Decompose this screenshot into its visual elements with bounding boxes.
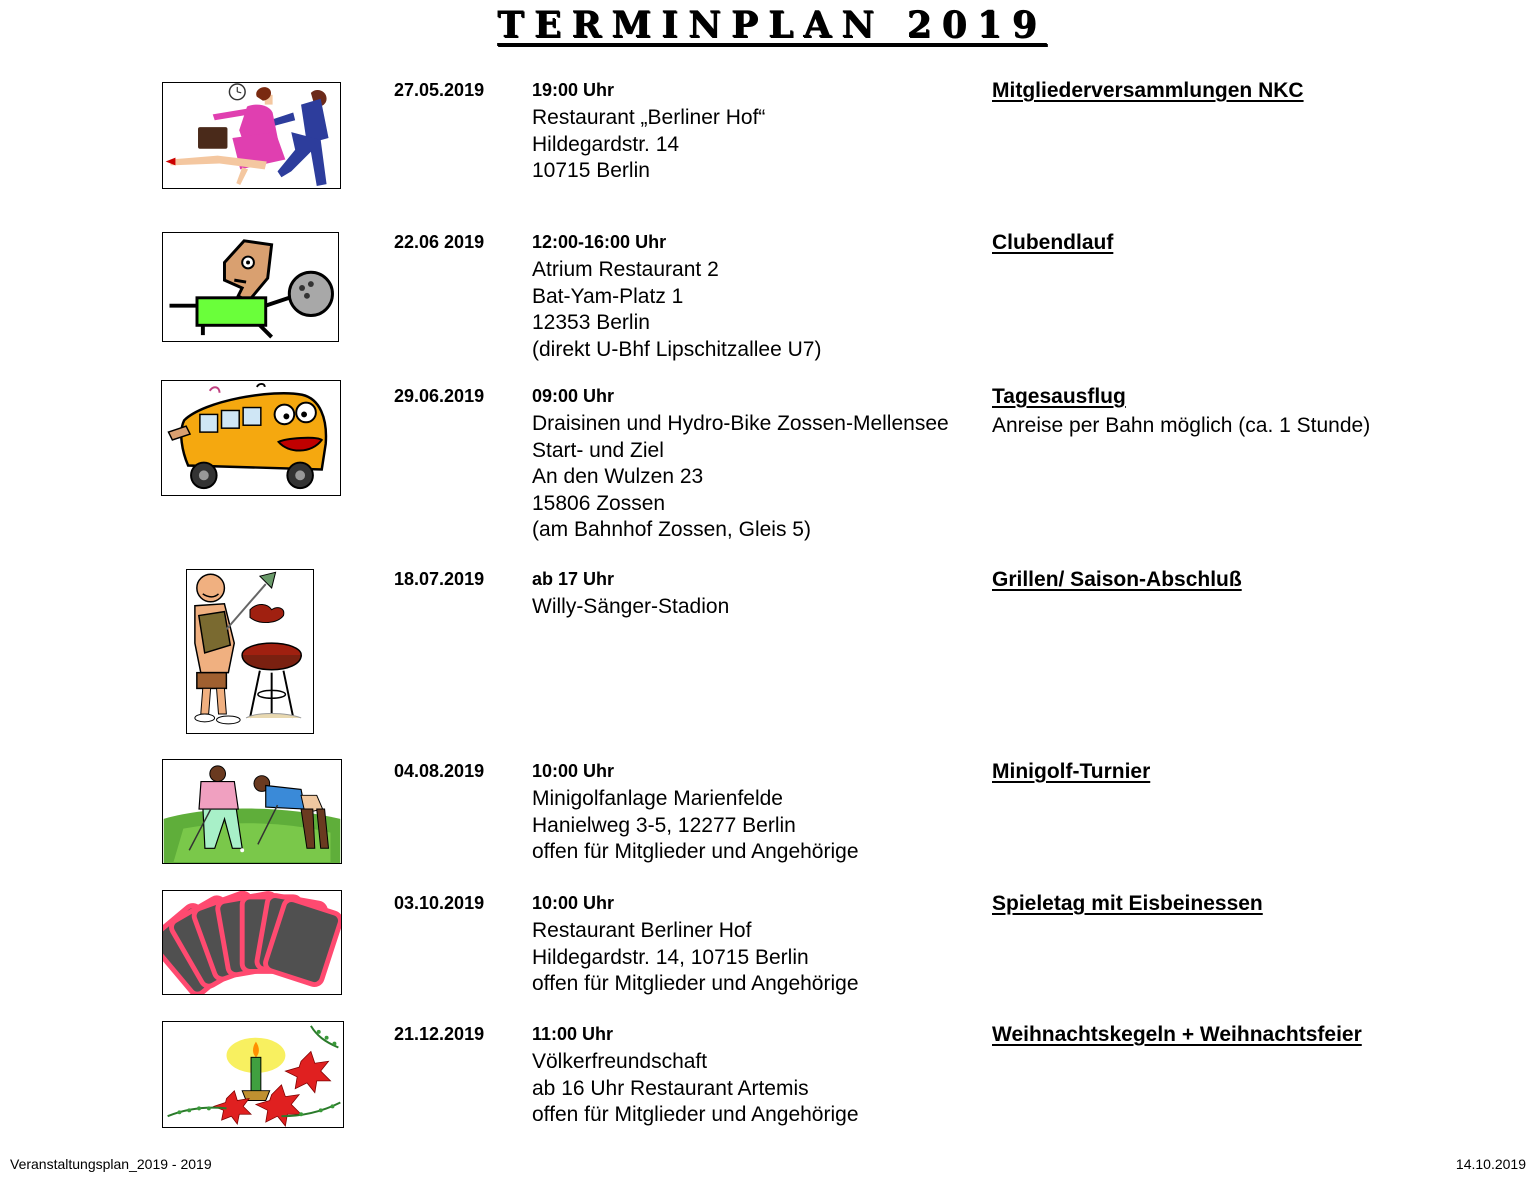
minigolf-players-clipart — [162, 759, 342, 864]
event-detail-line: offen für Mitglieder und Angehörige — [532, 840, 859, 863]
event-info — [992, 759, 1150, 786]
event-title: Weihnachtskegeln + Weihnachtsfeier — [992, 1023, 1362, 1046]
event-info — [992, 1022, 1362, 1049]
event-details — [532, 1024, 859, 1129]
event-detail-line: 10715 Berlin — [532, 159, 650, 182]
event-date: 18.07.2019 — [394, 569, 485, 589]
event-time: 10:00 Uhr — [532, 893, 615, 913]
event-detail-line: (direkt U-Bhf Lipschitzallee U7) — [532, 337, 822, 361]
playing-cards-fan-clipart — [162, 890, 342, 995]
event-date: 22.06 2019 — [394, 232, 485, 252]
event-details — [532, 80, 765, 185]
event-info — [992, 78, 1304, 105]
event-details — [532, 232, 821, 363]
page-title-text: TERMINPLAN 2019 — [497, 4, 1047, 46]
bowling-figure-clipart — [162, 232, 339, 342]
event-detail-line: Hildegardstr. 14, 10715 Berlin — [532, 945, 809, 969]
event-detail-line: Hildegardstr. 14 — [532, 132, 680, 156]
event-details — [532, 761, 859, 866]
event-date: 29.06.2019 — [394, 386, 485, 406]
event-detail-line: 15806 Zossen — [532, 491, 666, 515]
event-detail-line: Restaurant „Berliner Hof“ — [532, 106, 766, 129]
event-details — [532, 386, 949, 544]
event-info — [992, 230, 1113, 257]
event-title: Mitgliederversammlungen NKC — [992, 79, 1304, 102]
event-detail-line: (am Bahnhof Zossen, Gleis 5) — [532, 518, 811, 541]
event-detail-line: 12353 Berlin — [532, 311, 650, 334]
business-people-running-clipart — [162, 82, 341, 189]
event-date: 27.05.2019 — [394, 80, 485, 100]
page-title — [0, 4, 1536, 46]
event-title: Minigolf-Turnier — [992, 760, 1151, 783]
event-detail-line: Start- und Ziel — [532, 438, 664, 462]
event-time: 11:00 Uhr — [532, 1024, 614, 1044]
event-date: 03.10.2019 — [394, 893, 485, 913]
event-detail-line: Restaurant Berliner Hof — [532, 919, 752, 942]
event-detail-line: An den Wulzen 23 — [532, 465, 704, 488]
barbecue-man-clipart — [186, 569, 314, 734]
event-details — [532, 569, 729, 621]
event-detail-line: Völkerfreundschaft — [532, 1050, 708, 1073]
event-detail-line: Willy-Sänger-Stadion — [532, 595, 730, 618]
event-title: Grillen/ Saison-Abschluß — [992, 568, 1242, 591]
event-detail-line: Draisinen und Hydro-Bike Zossen-Mellensee — [532, 412, 949, 435]
event-detail-line: offen für Mitglieder und Angehörige — [532, 972, 859, 995]
event-details — [532, 893, 859, 998]
christmas-candle-poinsettia-clipart — [162, 1021, 344, 1128]
event-title: Tagesausflug — [992, 385, 1126, 408]
event-time: 10:00 Uhr — [532, 761, 615, 781]
event-detail-line: Hanielweg 3-5, 12277 Berlin — [532, 813, 796, 837]
event-detail-line: Bat-Yam-Platz 1 — [532, 284, 684, 308]
event-date: 21.12.2019 — [394, 1024, 485, 1044]
event-title: Spieletag mit Eisbeinessen — [992, 892, 1263, 915]
event-detail-line: ab 16 Uhr Restaurant Artemis — [532, 1076, 809, 1100]
event-time: 12:00-16:00 Uhr — [532, 232, 667, 252]
event-title: Clubendlauf — [992, 231, 1114, 254]
event-detail-line: Minigolfanlage Marienfelde — [532, 787, 783, 810]
event-info — [992, 567, 1242, 594]
footer-date: 14.10.2019 — [1455, 1156, 1526, 1172]
event-time: ab 17 Uhr — [532, 569, 615, 589]
event-info — [992, 891, 1263, 918]
event-time: 09:00 Uhr — [532, 386, 615, 406]
event-note: Anreise per Bahn möglich (ca. 1 Stunde) — [992, 413, 1371, 437]
footer-document-name: Veranstaltungsplan_2019 - 2019 — [10, 1156, 212, 1172]
cartoon-bus-clipart — [161, 380, 341, 496]
event-info — [992, 384, 1370, 439]
event-date: 04.08.2019 — [394, 761, 485, 781]
event-detail-line: Atrium Restaurant 2 — [532, 258, 719, 281]
event-detail-line: offen für Mitglieder und Angehörige — [532, 1103, 859, 1126]
event-time: 19:00 Uhr — [532, 80, 615, 100]
